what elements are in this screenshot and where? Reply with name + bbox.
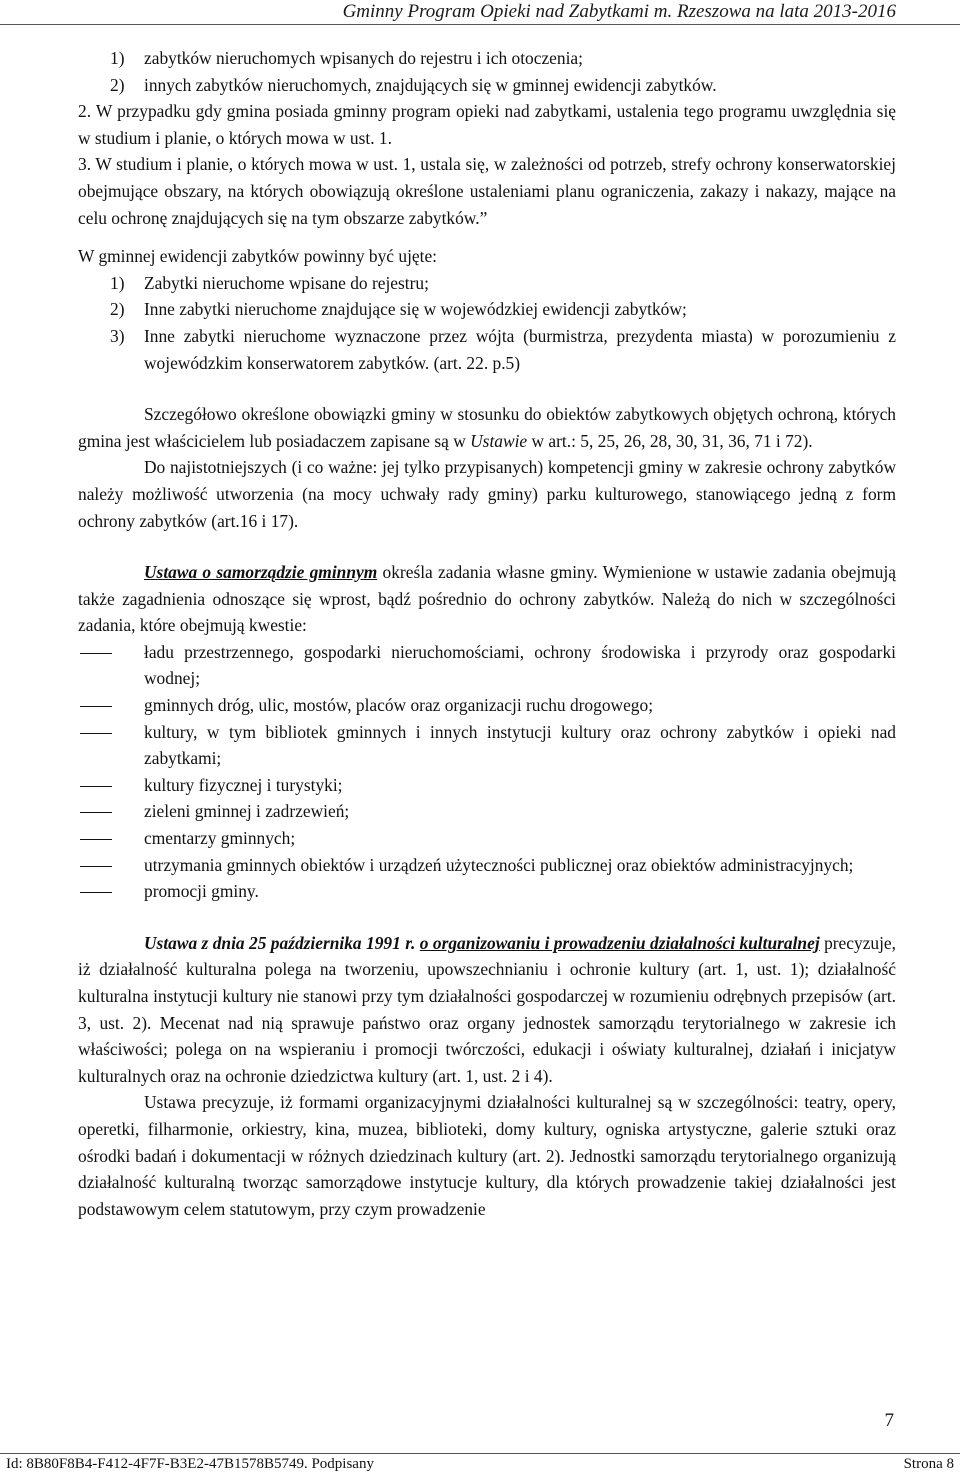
list-item — [78, 323, 896, 376]
list-item — [78, 45, 896, 72]
page-number: 7 — [884, 1410, 894, 1431]
list-number: 1) — [110, 48, 125, 68]
list-number: 1) — [110, 272, 125, 293]
list-text: zieleni gminnej i zadrzewień; — [144, 801, 350, 822]
obowiazki-tail: w art.: 5, 25, 26, 28, 30, 31, 36, 71 i 72). — [527, 430, 813, 451]
list-number: 2) — [110, 74, 125, 95]
kompetencje-paragraph: Do najistotniejszych (i co ważne: jej tylko przypisanych) kompetencji gminy w zakresie ochrony zabytków należy możliwość utworzenia (na mocy uchwały rady gminy) parku kulturowego, stanowiącego jedną z form ochrony zabytków (art.16 i 17). — [78, 457, 896, 531]
list-text: Inne zabytki nieruchome znajdujące się w wojewódzkiej ewidencji zabytków; — [144, 299, 687, 320]
list-text: zabytków nieruchomych wpisanych do rejestru i ich otoczenia; — [144, 48, 583, 68]
list-item — [78, 719, 896, 772]
ewidencja-intro: W gminnej ewidencji zabytków powinny być ujęte: — [78, 246, 437, 267]
page-footer — [0, 1453, 960, 1477]
page-header — [0, 0, 960, 25]
kultura-text: precyzuje, iż działalność kulturalna polega na tworzeniu, upowszechnianiu i ochronie kultury (art. 1, ust. 1); działalność kulturalna instytucji kultury nie stanowi przy tym działalności gospodarczej w rozumieniu odrębnych przepisów (art. 3, ust. 2). Mecenat nad nią sprawuje państwo oraz organy jednostek samorządu terytorialnego w zakresie ich właściwości; polega on na wspieraniu i promocji twórczości, edukacji i oświaty kulturalnej, działań i inicjatyw kulturalnych oraz na ochronie dziedzictwa kultury (art. 1, ust. 2 i 4). — [78, 932, 897, 1086]
list-text: ładu przestrzennego, gospodarki nieruchomościami, ochrony środowiska i przyrody oraz gospodarki wodnej; — [144, 641, 896, 689]
list-text: Zabytki nieruchome wpisane do rejestru; — [144, 272, 429, 293]
list-number: 2) — [110, 299, 125, 320]
footer-page-label: Strona 8 — [903, 1456, 954, 1472]
header-title: Gminny Program Opieki nad Zabytkami m. Rzeszowa na lata 2013-2016 — [342, 1, 896, 22]
list-item — [78, 772, 896, 799]
law-title: Ustawa o samorządzie gminnym — [144, 562, 378, 583]
formy-paragraph: Ustawa precyzuje, iż formami organizacyjnymi działalności kulturalnej są w szczególności: teatry, opery, operetki, filharmonie, orkiestry, kina, muzea, biblioteki, domy kultury, ogniska artystyczne, galerie sztuki oraz ośrodki badań i dokumentacji w różnych dziedzinach kultury (art. 2). Jednostki samorządu terytorialnego organizują działalność kulturalną tworząc samorządowe instytucje kultury, dla których prowadzenie takiej działalności jest podstawowym celem statutowym, przy czym prowadzenie — [78, 1092, 896, 1219]
samorzad-paragraph — [78, 559, 896, 639]
list-item — [78, 878, 896, 905]
document-body — [78, 45, 896, 1222]
paragraph-3: 3. W studium i planie, o których mowa w ust. 1, ustala się, w zależności od potrzeb, strefy ochrony konserwatorskiej obejmujące obszary, na których obowiązują określone ustaleniami planu ograniczenia, zakazy i nakazy, mające na celu ochronę znajdujących się na tym obszarze zabytków.” — [78, 154, 896, 228]
list-text: Inne zabytki nieruchome wyznaczone przez wójta (burmistrza, prezydenta miasta) w porozumieniu z wojewódzkim konserwatorem zabytków. (art. 22. p.5) — [144, 325, 896, 373]
law-title: Ustawa z dnia 25 października 1991 r. — [144, 932, 416, 953]
law-title-subject: o organizowaniu i prowadzeniu działalności kulturalnej — [419, 932, 820, 953]
obowiazki-text: Szczegółowo określone obowiązki gminy w stosunku do obiektów zabytkowych objętych ochroną, których gmina jest właścicielem lub posiadaczem zapisane są w — [78, 404, 896, 451]
law-reference: Ustawie — [470, 430, 528, 451]
list-item — [78, 296, 896, 323]
list-text: promocji gminy. — [144, 881, 259, 902]
list-item — [78, 798, 896, 825]
list-item — [78, 852, 896, 879]
list-text: innych zabytków nieruchomych, znajdujących się w gminnej ewidencji zabytków. — [144, 74, 717, 95]
samorzad-text: określa zadania własne gminy. Wymienione w ustawie zadania obejmują także zagadnienia odnoszące się wprost, bądź pośrednio do ochrony zabytków. Należą do nich w szczególności zadania, które obejmują kwestie: — [78, 562, 897, 636]
list-item — [78, 639, 896, 692]
obowiazki-paragraph — [78, 401, 896, 454]
list-text: kultury, w tym bibliotek gminnych i innych instytucji kultury oraz ochrony zabytków i opieki nad zabytkami; — [144, 721, 896, 769]
list-item — [78, 825, 896, 852]
list-item — [78, 692, 896, 719]
list-text: cmentarzy gminnych; — [144, 828, 296, 849]
list-item — [78, 270, 896, 297]
document-id: Id: 8B80F8B4-F412-4F7F-B3E2-47B1578B5749. Podpisany — [6, 1456, 374, 1472]
list-number: 3) — [110, 325, 125, 346]
list-text: gminnych dróg, ulic, mostów, placów oraz organizacji ruchu drogowego; — [144, 695, 654, 716]
paragraph-2: 2. W przypadku gdy gmina posiada gminny program opieki nad zabytkami, ustalenia tego programu uwzględnia się w studium i planie, o których mowa w ust. 1. — [78, 101, 896, 148]
list-text: utrzymania gminnych obiektów i urządzeń użyteczności publicznej oraz obiektów administracyjnych; — [144, 854, 854, 875]
list-item — [78, 72, 896, 99]
list-text: kultury fizycznej i turystyki; — [144, 774, 343, 795]
kultura-paragraph — [78, 930, 896, 1090]
